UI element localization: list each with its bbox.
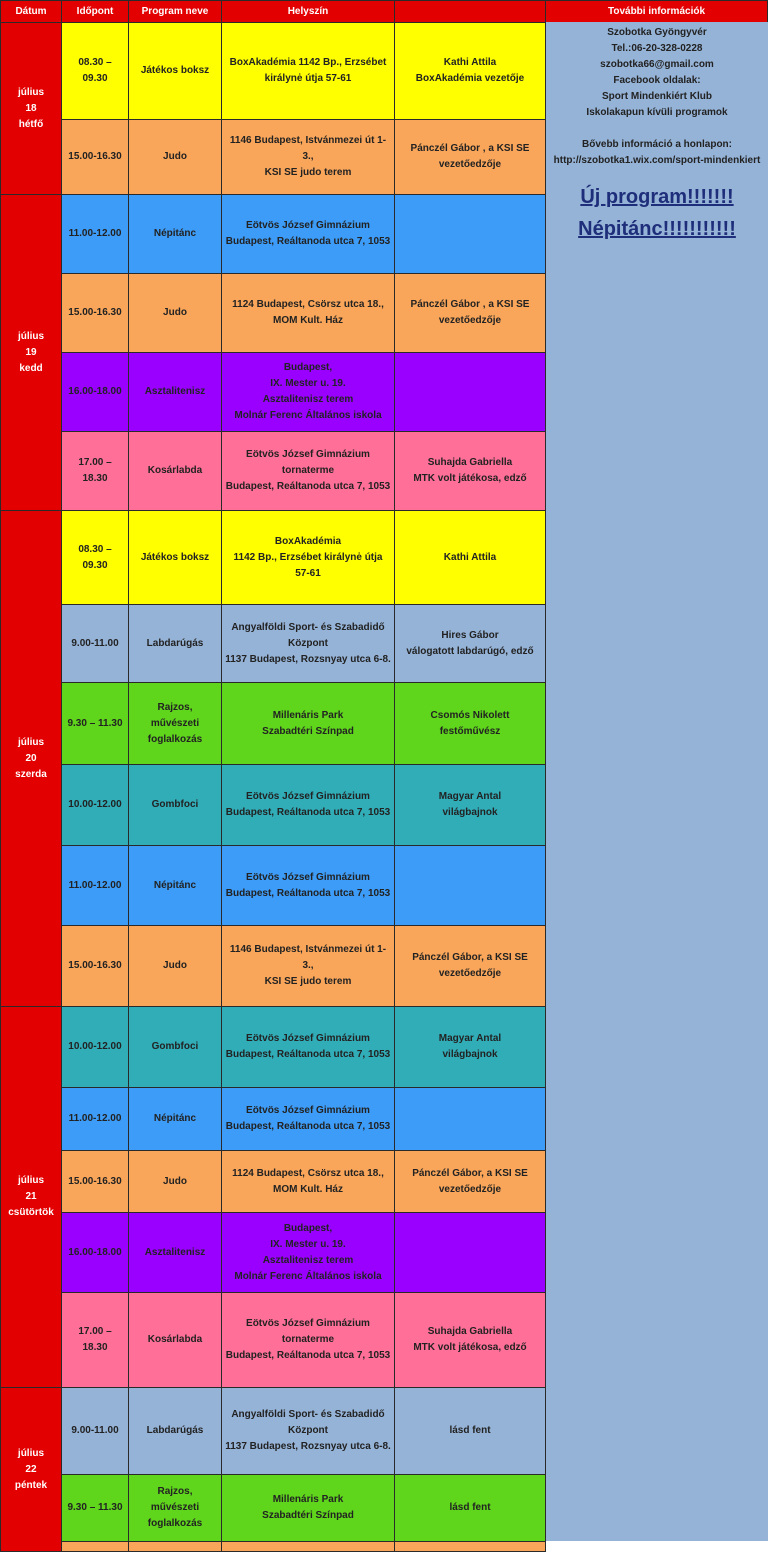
contact-cell: Suhajda Gabriella MTK volt játékosa, edző <box>394 1292 546 1388</box>
program-cell: Népitánc <box>128 1087 222 1151</box>
contact-cell <box>394 1087 546 1151</box>
info-line: Bővebb információ a honlapon: <box>581 139 732 150</box>
program-cell: Játékos boksz <box>128 510 222 605</box>
program-cell: Kosárlabda <box>128 431 222 511</box>
location-cell: Millenáris Park Szabadtéri Színpad <box>221 1474 395 1542</box>
program-cell: Népitánc <box>128 845 222 926</box>
contact-cell: Pánczél Gábor , a KSI SE vezetőedzője <box>394 273 546 353</box>
location-cell: Eötvös József Gimnázium Budapest, Reáltanoda utca 7, 1053 <box>221 764 395 846</box>
contact-cell: lásd fent <box>394 1387 546 1475</box>
time-cell: 10.00-12.00 <box>61 764 129 846</box>
program-cell: Gombfoci <box>128 1006 222 1088</box>
time-cell: 08.30 – 09.30 <box>61 510 129 605</box>
location-cell: 1124 Budapest, Csörsz utca 18., MOM Kult. Ház <box>221 273 395 353</box>
time-cell: 17.00 – 18.30 <box>61 1292 129 1388</box>
time-cell: 15.00-16.30 <box>61 273 129 353</box>
program-cell: Judo <box>128 273 222 353</box>
header-location: Helyszín <box>221 0 395 23</box>
contact-cell: Pánczél Gábor, a KSI SE vezetőedzője <box>394 925 546 1007</box>
contact-cell <box>394 845 546 926</box>
location-cell: Angyalföldi Sport- és Szabadidő Központ 1137 Budapest, Rozsnyay utca 6-8. <box>221 604 395 683</box>
contact-cell: Hires Gábor válogatott labdarúgó, edző <box>394 604 546 683</box>
program-cell: Asztalitenisz <box>128 1212 222 1293</box>
location-cell: Budapest, IX. Mester u. 19. Asztalitenisz terem Molnár Ferenc Általános iskola <box>221 1212 395 1293</box>
info-line: http://szobotka1.wix.com/sport-mindenkiert <box>553 155 761 166</box>
time-cell: 17.00 – 18.30 <box>61 431 129 511</box>
header-more-info: További információk <box>545 0 768 23</box>
contact-cell: Magyar Antal világbajnok <box>394 764 546 846</box>
new-program-highlight: Új program!!!!!!! <box>580 186 734 208</box>
program-cell: Judo <box>128 925 222 1007</box>
header-program: Program neve <box>128 0 222 23</box>
program-cell: Játékos boksz <box>128 22 222 120</box>
location-cell: Angyalföldi Sport- és Szabadidő Központ 1137 Budapest, Rozsnyay utca 6-8. <box>221 1387 395 1475</box>
date-cell: július 20 szerda <box>0 510 62 1007</box>
location-cell: Eötvös József Gimnázium Budapest, Reáltanoda utca 7, 1053 <box>221 194 395 274</box>
time-cell: 11.00-12.00 <box>61 845 129 926</box>
program-cell: Rajzos, művészeti foglalkozás <box>128 682 222 765</box>
contact-cell <box>394 1212 546 1293</box>
program-cell: Judo <box>128 1150 222 1213</box>
info-line <box>546 121 768 137</box>
time-cell: 9.00-11.00 <box>61 604 129 683</box>
info-line: Sport Mindenkiért Klub <box>602 91 712 102</box>
header-time: Időpont <box>61 0 129 23</box>
new-program-highlight: Népitánc!!!!!!!!!!! <box>578 218 736 240</box>
program-cell: Judo <box>128 119 222 195</box>
contact-cell: Kathi Attila BoxAkadémia vezetője <box>394 22 546 120</box>
time-cell: 9.30 – 11.30 <box>61 1474 129 1542</box>
info-line: Facebook oldalak: <box>613 75 701 86</box>
program-cell: Népitánc <box>128 194 222 274</box>
program-cell: Asztalitenisz <box>128 352 222 432</box>
location-cell: 1146 Budapest, Istvánmezei út 1-3., KSI SE judo terem <box>221 119 395 195</box>
program-cell: Kosárlabda <box>128 1292 222 1388</box>
time-cell: 15.00-16.30 <box>61 1150 129 1213</box>
contact-cell <box>394 1541 546 1552</box>
more-info-panel <box>545 22 768 1541</box>
location-cell: BoxAkadémia 1142 Bp., Erzsébet királynė útja 57-61 <box>221 22 395 120</box>
time-cell: 10.00-12.00 <box>61 1006 129 1088</box>
time-cell: 11.00-12.00 <box>61 1087 129 1151</box>
program-cell: Labdarúgás <box>128 1387 222 1475</box>
program-cell: Rajzos, művészeti foglalkozás <box>128 1474 222 1542</box>
contact-cell: lásd fent <box>394 1474 546 1542</box>
location-cell: 1124 Budapest, Csörsz utca 18., MOM Kult. Ház <box>221 1150 395 1213</box>
program-cell: Gombfoci <box>128 764 222 846</box>
contact-cell: Magyar Antal világbajnok <box>394 1006 546 1088</box>
location-cell <box>221 1541 395 1552</box>
time-cell: 15.00-16.30 <box>61 925 129 1007</box>
date-cell: július 21 csütörtök <box>0 1006 62 1388</box>
location-cell: Eötvös József Gimnázium Budapest, Reáltanoda utca 7, 1053 <box>221 1087 395 1151</box>
contact-cell <box>394 352 546 432</box>
info-line: Iskolakapun kívüli programok <box>586 107 728 118</box>
program-cell <box>128 1541 222 1552</box>
info-line: szobotka66@gmail.com <box>600 59 714 70</box>
info-line: Szobotka Gyöngyvér <box>607 27 707 38</box>
time-cell: 9.30 – 11.30 <box>61 682 129 765</box>
header-date: Dátum <box>0 0 62 23</box>
location-cell: Eötvös József Gimnázium tornaterme Budapest, Reáltanoda utca 7, 1053 <box>221 431 395 511</box>
contact-cell <box>394 194 546 274</box>
contact-cell: Csomós Nikolett festőművész <box>394 682 546 765</box>
location-cell: 1146 Budapest, Istvánmezei út 1-3., KSI SE judo terem <box>221 925 395 1007</box>
time-cell: 9.00-11.00 <box>61 1387 129 1475</box>
contact-cell: Suhajda Gabriella MTK volt játékosa, edző <box>394 431 546 511</box>
time-cell: 11.00-12.00 <box>61 194 129 274</box>
date-cell: július 18 hétfő <box>0 22 62 195</box>
header-contact <box>394 0 546 23</box>
date-cell: július 19 kedd <box>0 194 62 511</box>
time-cell <box>61 1541 129 1552</box>
info-line: Tel.:06-20-328-0228 <box>611 43 703 54</box>
contact-cell: Kathi Attila <box>394 510 546 605</box>
time-cell: 16.00-18.00 <box>61 1212 129 1293</box>
time-cell: 08.30 – 09.30 <box>61 22 129 120</box>
location-cell: Eötvös József Gimnázium tornaterme Budapest, Reáltanoda utca 7, 1053 <box>221 1292 395 1388</box>
program-cell: Labdarúgás <box>128 604 222 683</box>
location-cell: BoxAkadémia 1142 Bp., Erzsébet királynė útja 57-61 <box>221 510 395 605</box>
contact-cell: Pánczél Gábor , a KSI SE vezetőedzője <box>394 119 546 195</box>
location-cell: Eötvös József Gimnázium Budapest, Reáltanoda utca 7, 1053 <box>221 845 395 926</box>
date-cell: július 22 péntek <box>0 1387 62 1552</box>
location-cell: Budapest, IX. Mester u. 19. Asztalitenisz terem Molnár Ferenc Általános iskola <box>221 352 395 432</box>
location-cell: Eötvös József Gimnázium Budapest, Reáltanoda utca 7, 1053 <box>221 1006 395 1088</box>
time-cell: 15.00-16.30 <box>61 119 129 195</box>
contact-cell: Pánczél Gábor, a KSI SE vezetőedzője <box>394 1150 546 1213</box>
location-cell: Millenáris Park Szabadtéri Színpad <box>221 682 395 765</box>
time-cell: 16.00-18.00 <box>61 352 129 432</box>
